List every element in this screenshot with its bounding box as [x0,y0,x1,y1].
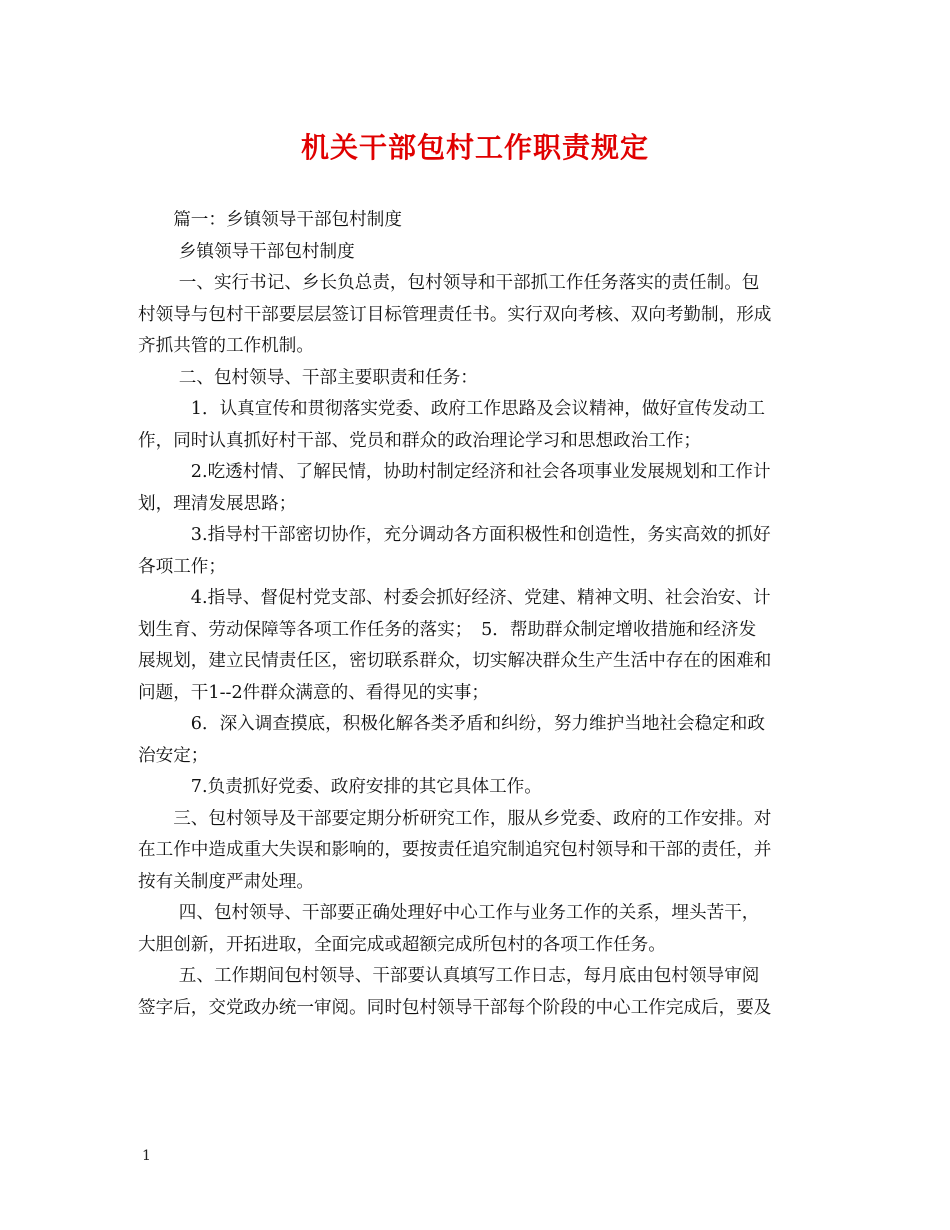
text-line: 治安定； [138,745,209,766]
text-line: 展规划，建立民情责任区，密切联系群众，切实解决群众生产生活中存在的困难和 [138,651,772,671]
text-line: 划，理清发展思路； [138,493,297,514]
document-title: 机关干部包村工作职责规定 [300,131,649,164]
text-line: 三、包村领导及干部要定期分析研究工作，服从乡党委、政府的工作安排。对 [138,808,772,829]
text-line: 6．深入调查摸底，积极化解各类矛盾和纠纷，努力维护当地社会稳定和政 [138,714,765,734]
text-line: 4.指导、督促村党支部、村委会抓好经济、党建、精神文明、社会治安、计 [138,588,771,608]
text-line: 划生育、劳动保障等各项工作任务的落实； 5．帮助群众制定增收措施和经济发 [138,619,757,640]
text-line: 3.指导村干部密切协作，充分调动各方面积极性和创造性，务实高效的抓好 [138,525,771,545]
text-line: 四、包村领导、干部要正确处理好中心工作与业务工作的关系，埋头苦干， [138,903,760,923]
page-number: 1 [142,1148,151,1164]
document-body [138,205,816,1024]
text-line: 在工作中造成重大失误和影响的，要按责任追究制追究包村领导和干部的责任，并 [138,840,772,860]
text-line: 各项工作； [138,556,226,577]
text-line: 签字后，交党政办统一审阅。同时包村领导干部每个阶段的中心工作完成后，要及 [138,997,772,1018]
text-line: 大胆创新，开拓进取，全面完成或超额完成所包村的各项工作任务。 [138,934,666,955]
text-line: 一、实行书记、乡长负总责，包村领导和干部抓工作任务落实的责任制。包 [138,273,760,293]
text-line: 1．认真宣传和贯彻落实党委、政府工作思路及会议精神，做好宣传发动工 [138,399,765,419]
text-line: 齐抓共管的工作机制。 [138,336,314,356]
text-line: 作，同时认真抓好村干部、党员和群众的政治理论学习和思想政治工作； [138,430,702,451]
text-line: 村领导与包村干部要层层签订目标管理责任书。实行双向考核、双向考勤制，形成 [138,304,772,325]
text-line: 乡镇领导干部包村制度 [138,241,355,262]
text-line: 问题，干1--2件群众满意的、看得见的实事； [138,682,489,703]
text-line: 五、工作期间包村领导、干部要认真填写工作日志，每月底由包村领导审阅 [138,966,760,986]
text-line: 二、包村领导、干部主要职责和任务： [138,367,478,388]
text-line: 篇一：乡镇领导干部包村制度 [138,210,402,230]
text-line: 2.吃透村情、了解民情，协助村制定经济和社会各项事业发展规划和工作计 [138,462,771,482]
text-line: 7.负责抓好党委、政府安排的其它具体工作。 [138,777,542,797]
text-line: 按有关制度严肃处理。 [138,871,314,892]
